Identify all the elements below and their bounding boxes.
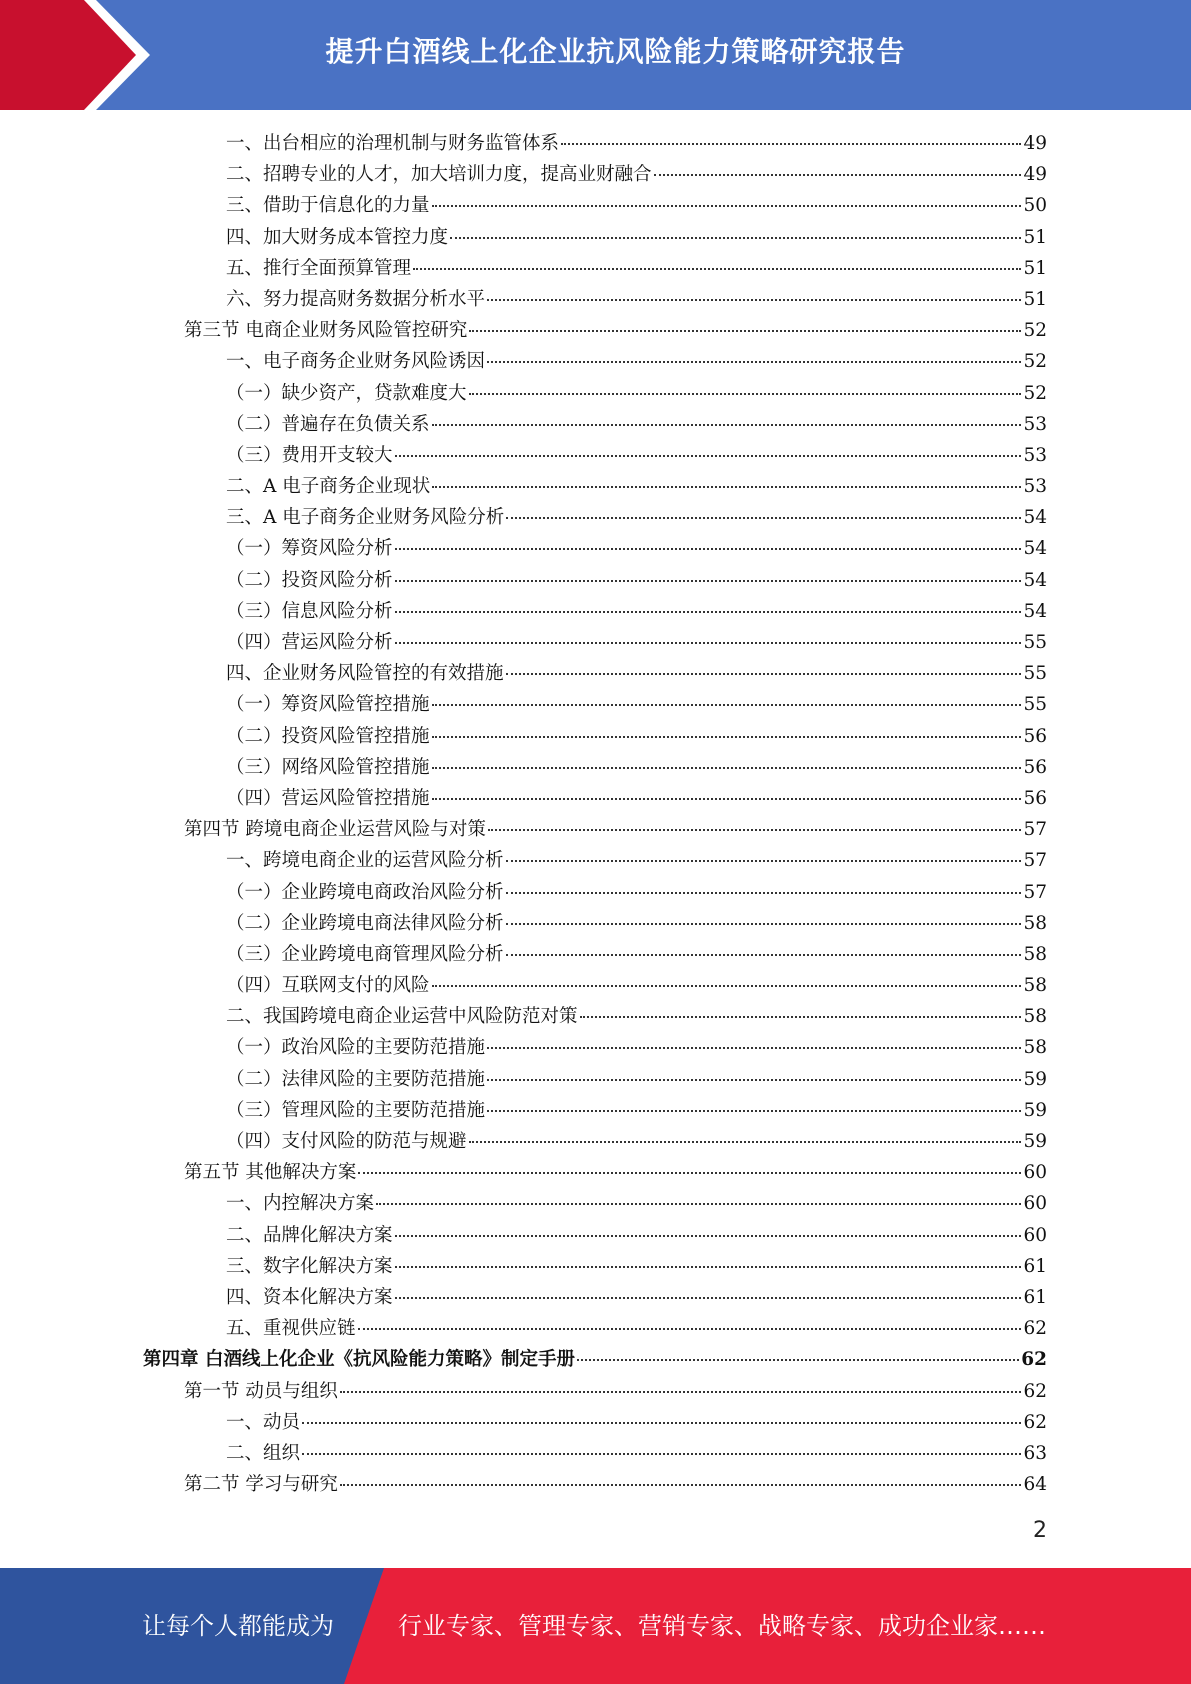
toc-dot-leader	[395, 454, 1022, 457]
toc-entry[interactable]	[0, 814, 1191, 845]
toc-dot-leader	[432, 703, 1022, 706]
toc-entry-title: 三、A 电子商务企业财务风险分析	[226, 507, 505, 529]
toc-entry-page: 62	[1023, 1380, 1047, 1402]
toc-entry-page: 59	[1023, 1068, 1047, 1090]
toc-entry-title: 一、电子商务企业财务风险诱因	[226, 351, 486, 373]
toc-entry-page: 54	[1023, 507, 1047, 529]
toc-dot-leader	[580, 1015, 1022, 1018]
toc-entry-title: （二）普遍存在负债关系	[226, 413, 430, 435]
toc-dot-leader	[432, 485, 1021, 488]
toc-dot-leader	[432, 735, 1022, 738]
toc-entry-title: 二、招聘专业的人才，加大培训力度，提高业财融合	[226, 164, 652, 186]
toc-dot-leader	[506, 516, 1021, 519]
toc-entry-page: 54	[1023, 600, 1047, 622]
toc-entry-page: 52	[1023, 382, 1047, 404]
toc-entry-page: 56	[1023, 787, 1047, 809]
page-footer	[0, 1568, 1191, 1684]
toc-entry-page: 51	[1023, 226, 1047, 248]
toc-entry-page: 62	[1021, 1349, 1047, 1371]
toc-entry-title: 第五节 其他解决方案	[184, 1162, 357, 1184]
toc-dot-leader	[340, 1390, 1022, 1393]
toc-entry[interactable]	[0, 190, 1191, 221]
toc-entry[interactable]	[0, 658, 1191, 689]
toc-entry[interactable]	[0, 1095, 1191, 1126]
toc-entry-page: 56	[1023, 725, 1047, 747]
toc-entry-title: 一、内控解决方案	[226, 1193, 375, 1215]
toc-entry-page: 58	[1023, 1006, 1047, 1028]
toc-dot-leader	[506, 922, 1022, 925]
toc-entry[interactable]	[0, 128, 1191, 159]
page-number: 2	[1033, 1518, 1047, 1543]
toc-entry-title: （三）管理风险的主要防范措施	[226, 1099, 486, 1121]
toc-entry-title: （四）互联网支付的风险	[226, 975, 430, 997]
report-title: 提升白酒线上化企业抗风险能力策略研究报告	[325, 35, 906, 68]
toc-entry-page: 59	[1023, 1131, 1047, 1152]
toc-entry[interactable]	[0, 346, 1191, 377]
toc-entry-title: 第二节 学习与研究	[184, 1474, 338, 1496]
toc-entry-title: 五、推行全面预算管理	[226, 257, 412, 279]
toc-entry-title: （四）营运风险管控措施	[226, 787, 430, 809]
toc-entry-page: 53	[1023, 413, 1047, 435]
toc-entry-page: 53	[1023, 476, 1047, 498]
toc-entry-page: 56	[1023, 756, 1047, 778]
toc-entry-page: 58	[1023, 975, 1047, 997]
toc-entry-page: 51	[1023, 257, 1047, 279]
toc-dot-leader	[487, 1109, 1021, 1112]
toc-dot-leader	[395, 1265, 1022, 1268]
toc-dot-leader	[506, 859, 1022, 862]
toc-entry-page: 64	[1023, 1474, 1047, 1496]
toc-entry-page: 57	[1023, 819, 1047, 841]
toc-entry-title: （二）法律风险的主要防范措施	[226, 1068, 486, 1090]
toc-entry-page: 61	[1023, 1255, 1047, 1277]
toc-entry-page: 51	[1023, 288, 1047, 310]
toc-dot-leader	[487, 1078, 1021, 1081]
toc-entry[interactable]	[0, 284, 1191, 315]
footer-slogan-right: 行业专家、管理专家、营销专家、战略专家、成功企业家……	[398, 1612, 1046, 1640]
toc-entry-title: （三）信息风险分析	[226, 600, 393, 622]
toc-entry-page: 58	[1023, 943, 1047, 965]
toc-entry-title: 一、跨境电商企业的运营风险分析	[226, 850, 504, 872]
toc-entry-title: （三）企业跨境电商管理风险分析	[226, 943, 504, 965]
toc-dot-leader	[487, 360, 1021, 363]
toc-dot-leader	[469, 329, 1021, 332]
toc-entry-title: 一、出台相应的治理机制与财务监管体系	[226, 133, 560, 154]
page-header	[0, 0, 1191, 110]
toc-entry-title: 二、A 电子商务企业现状	[226, 476, 431, 498]
toc-dot-leader	[450, 236, 1021, 239]
toc-entry-page: 62	[1023, 1411, 1047, 1433]
toc-entry[interactable]	[0, 440, 1191, 471]
toc-dot-leader	[577, 1358, 1019, 1361]
toc-entry-title: 三、借助于信息化的力量	[226, 195, 430, 217]
toc-entry[interactable]	[0, 159, 1191, 190]
toc-entry[interactable]	[0, 409, 1191, 440]
toc-entry[interactable]	[0, 877, 1191, 908]
toc-entry-page: 57	[1023, 850, 1047, 872]
toc-entry-page: 53	[1023, 444, 1047, 466]
toc-entry-page: 52	[1023, 320, 1047, 342]
toc-dot-leader	[469, 1140, 1022, 1143]
toc-entry-page: 60	[1023, 1162, 1047, 1184]
toc-entry-title: （一）筹资风险分析	[226, 538, 393, 560]
toc-entry-page: 60	[1023, 1193, 1047, 1215]
toc-dot-leader	[413, 267, 1021, 270]
toc-entry-title: 二、组织	[226, 1442, 301, 1464]
toc-entry[interactable]	[0, 908, 1191, 939]
toc-entry-title: 第一节 动员与组织	[184, 1380, 338, 1402]
toc-entry[interactable]	[0, 378, 1191, 409]
toc-entry-page: 62	[1023, 1318, 1047, 1340]
toc-entry[interactable]	[0, 533, 1191, 564]
toc-entry-title: （一）企业跨境电商政治风险分析	[226, 881, 504, 903]
toc-dot-leader	[487, 1046, 1021, 1049]
toc-dot-leader	[432, 984, 1022, 987]
toc-entry-title: 三、数字化解决方案	[226, 1255, 393, 1277]
toc-entry-title: （三）网络风险管控措施	[226, 756, 430, 778]
toc-entry-title: 四、资本化解决方案	[226, 1286, 393, 1308]
toc-dot-leader	[506, 672, 1022, 675]
toc-entry-title: 第四节 跨境电商企业运营风险与对策	[184, 819, 486, 841]
toc-entry[interactable]	[0, 1313, 1191, 1344]
toc-entry-page: 59	[1023, 1099, 1047, 1121]
toc-entry[interactable]	[0, 627, 1191, 658]
toc-entry[interactable]	[0, 752, 1191, 783]
toc-dot-leader	[302, 1452, 1021, 1455]
toc-dot-leader	[395, 641, 1022, 644]
toc-entry-title: （二）投资风险管控措施	[226, 725, 430, 747]
toc-dot-leader	[561, 142, 1021, 145]
footer-slogan-left: 让每个人都能成为	[142, 1612, 334, 1640]
toc-entry-title: （一）筹资风险管控措施	[226, 694, 430, 716]
toc-entry-page: 60	[1023, 1224, 1047, 1246]
toc-dot-leader	[432, 204, 1022, 207]
toc-entry[interactable]	[0, 1376, 1191, 1407]
toc-dot-leader	[395, 610, 1022, 613]
toc-entry[interactable]	[0, 222, 1191, 253]
toc-dot-leader	[395, 547, 1022, 550]
toc-dot-leader	[358, 1327, 1022, 1330]
toc-dot-leader	[506, 953, 1022, 956]
toc-entry[interactable]	[0, 1251, 1191, 1282]
toc-entry-title: （四）营运风险分析	[226, 632, 393, 653]
toc-dot-leader	[395, 579, 1022, 582]
toc-entry-title: （四）支付风险的防范与规避	[226, 1131, 467, 1152]
toc-dot-leader	[358, 1171, 1021, 1174]
toc-dot-leader	[395, 1234, 1022, 1237]
toc-entry-page: 54	[1023, 538, 1047, 560]
toc-dot-leader	[340, 1483, 1022, 1486]
toc-entry-title: 六、努力提高财务数据分析水平	[226, 288, 486, 310]
toc-dot-leader	[487, 298, 1021, 301]
toc-entry-title: （二）投资风险分析	[226, 569, 393, 591]
table-of-contents	[0, 128, 1191, 1500]
toc-entry-page: 50	[1023, 195, 1047, 217]
toc-entry[interactable]	[0, 1032, 1191, 1063]
toc-entry-page: 58	[1023, 912, 1047, 934]
toc-entry[interactable]	[0, 1001, 1191, 1032]
toc-entry[interactable]	[0, 721, 1191, 752]
toc-entry-title: 第三节 电商企业财务风险管控研究	[184, 320, 468, 342]
toc-dot-leader	[302, 1421, 1021, 1424]
toc-entry-page: 54	[1023, 569, 1047, 591]
toc-entry-title: 二、品牌化解决方案	[226, 1224, 393, 1246]
toc-entry[interactable]	[0, 783, 1191, 814]
toc-entry-title: （三）费用开支较大	[226, 444, 393, 466]
toc-entry[interactable]	[0, 1157, 1191, 1188]
toc-entry[interactable]	[0, 845, 1191, 876]
toc-dot-leader	[469, 392, 1022, 395]
toc-dot-leader	[654, 173, 1022, 176]
toc-entry[interactable]	[0, 1407, 1191, 1438]
toc-entry[interactable]	[0, 939, 1191, 970]
toc-entry[interactable]	[0, 689, 1191, 720]
toc-entry[interactable]	[0, 565, 1191, 596]
toc-dot-leader	[432, 797, 1022, 800]
toc-dot-leader	[488, 828, 1022, 831]
toc-entry[interactable]	[0, 471, 1191, 502]
toc-entry[interactable]	[0, 596, 1191, 627]
toc-dot-leader	[432, 766, 1022, 769]
toc-dot-leader	[506, 891, 1022, 894]
toc-entry-title: 第四章 白酒线上化企业《抗风险能力策略》制定手册	[143, 1349, 575, 1371]
toc-entry-page: 61	[1023, 1286, 1047, 1308]
toc-entry[interactable]	[0, 1126, 1191, 1157]
toc-entry[interactable]	[0, 1220, 1191, 1251]
toc-entry-page: 55	[1023, 632, 1047, 653]
toc-entry-page: 57	[1023, 881, 1047, 903]
toc-entry-title: 五、重视供应链	[226, 1318, 356, 1340]
toc-dot-leader	[432, 423, 1022, 426]
toc-entry[interactable]	[0, 1064, 1191, 1095]
toc-entry-page: 55	[1023, 663, 1047, 685]
toc-entry-title: （一）缺少资产，贷款难度大	[226, 382, 467, 404]
toc-dot-leader	[395, 1296, 1022, 1299]
toc-entry-title: 一、动员	[226, 1411, 301, 1433]
toc-entry-title: 二、我国跨境电商企业运营中风险防范对策	[226, 1006, 578, 1028]
toc-entry[interactable]	[0, 315, 1191, 346]
toc-entry-page: 49	[1023, 164, 1047, 186]
toc-entry-page: 55	[1023, 694, 1047, 716]
toc-entry[interactable]	[0, 1438, 1191, 1469]
toc-entry-title: （一）政治风险的主要防范措施	[226, 1037, 486, 1059]
toc-entry-page: 49	[1023, 133, 1047, 154]
toc-entry[interactable]	[0, 1344, 1191, 1375]
toc-entry-page: 58	[1023, 1037, 1047, 1059]
toc-entry-title: （二）企业跨境电商法律风险分析	[226, 912, 504, 934]
toc-entry[interactable]	[0, 1469, 1191, 1500]
toc-entry-title: 四、加大财务成本管控力度	[226, 226, 449, 248]
toc-entry[interactable]	[0, 1188, 1191, 1219]
toc-entry-page: 63	[1023, 1442, 1047, 1464]
toc-entry[interactable]	[0, 253, 1191, 284]
toc-entry[interactable]	[0, 502, 1191, 533]
toc-entry[interactable]	[0, 970, 1191, 1001]
toc-entry-title: 四、企业财务风险管控的有效措施	[226, 663, 504, 685]
toc-dot-leader	[376, 1202, 1021, 1205]
toc-entry[interactable]	[0, 1282, 1191, 1313]
toc-entry-page: 52	[1023, 351, 1047, 373]
